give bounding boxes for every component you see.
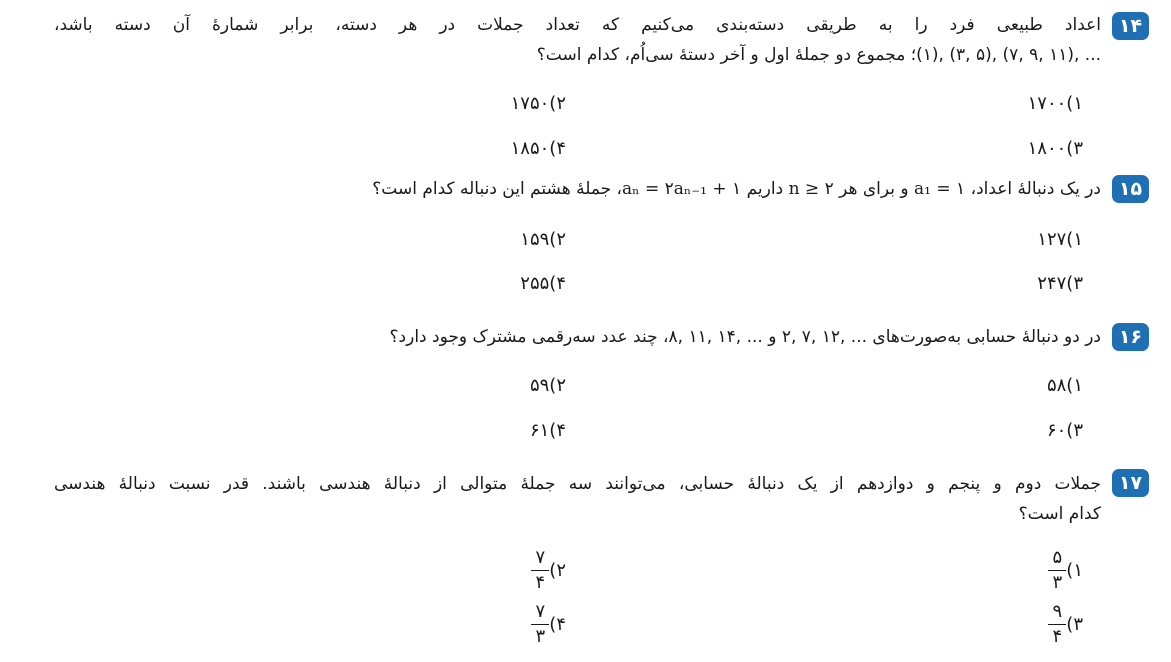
fraction-numerator: ۷ [535,601,546,622]
option-marker: ۱) [1066,560,1083,581]
option-3[interactable] [1025,273,1083,294]
option-marker: ۳) [1066,614,1083,635]
option-2[interactable] [518,375,566,396]
stem-line-2: ... ,(۱۱ ,۹ ,۷) ,(۵ ,۳) ,(۱)؛ مجموع دو جملهٔ اول و آخر دستهٔ سی‌اُم، کدام است؟ [536,45,1101,65]
fraction-numerator: ۷ [535,547,546,568]
option-marker: ۴) [549,420,566,441]
option-marker: ۱) [1066,375,1083,396]
fraction-numerator: ۵ [1052,547,1063,568]
fraction-denominator: ۴ [1052,626,1063,647]
option-value: ۱۷۰۰ [1027,93,1067,114]
option-value: ۶۰ [1046,420,1067,441]
question-number-badge: ۱۶ [1112,323,1149,351]
option-fraction [531,602,549,647]
stem-text: در یک دنبالهٔ اعداد، [970,179,1101,199]
option-value: ۵۸ [1046,375,1067,396]
stem-line-1: جملات دوم و پنجم و دوازدهم از یک دنبالهٔ حسابی، می‌توانند سه جملهٔ متوالی از دنبالهٔ هندسی باشند. قدر نسبت دنبالهٔ هندسی [54,474,1101,494]
question-stem [54,10,1101,70]
option-2[interactable] [519,548,566,593]
fraction-bar [1048,570,1066,571]
option-fraction [1048,602,1066,647]
fraction-bar [531,624,549,625]
option-4[interactable] [518,420,566,441]
question-stem [54,174,1101,204]
question-number-badge: ۱۵ [1112,175,1149,203]
option-marker: ۳) [1066,420,1083,441]
option-1[interactable] [1035,375,1083,396]
question-15 [54,175,1149,205]
question-number-badge: ۱۴ [1112,12,1149,40]
option-marker: ۴) [549,273,566,294]
option-marker: ۱) [1066,229,1083,250]
stem-math: n ≥ ۲ [788,179,834,199]
stem-math: a₁ = ۱ [914,179,966,199]
fraction-denominator: ۴ [535,572,546,593]
option-1[interactable] [1016,93,1083,114]
stem-text: ، جملهٔ هشتم این دنباله کدام است؟ [372,179,623,199]
question-14 [54,12,1149,152]
stem-math: aₙ = ۲aₙ₋₁ + ۱ [622,179,742,199]
stem-line-2: کدام است؟ [1018,504,1101,524]
option-marker: ۲) [549,93,566,114]
option-value: ۱۸۰۰ [1027,138,1067,159]
stem-text: داریم [746,179,784,199]
question-number-badge: ۱۷ [1112,469,1149,497]
question-16 [54,323,1149,353]
fraction-denominator: ۳ [1052,572,1063,593]
stem-line-1: اعداد طبیعی فرد را به طریقی دسته‌بندی می‌کنیم که تعداد جملات در هر دسته، برابر شمارهٔ آن دسته باشد، [54,15,1101,35]
stem-text: و برای هر [839,179,909,199]
fraction-bar [1048,624,1066,625]
option-marker: ۲) [549,229,566,250]
option-value: ۲۴۷ [1037,273,1067,294]
option-3[interactable] [1035,420,1083,441]
option-value: ۱۵۹ [520,229,550,250]
option-4[interactable] [499,138,566,159]
question-stem [54,469,1101,529]
option-1[interactable] [1025,229,1083,250]
option-value: ۱۷۵۰ [510,93,550,114]
option-marker: ۳) [1066,273,1083,294]
option-2[interactable] [508,229,566,250]
option-value: ۱۸۵۰ [510,138,550,159]
option-value: ۶۱ [529,420,550,441]
option-value: ۱۲۷ [1037,229,1067,250]
option-fraction [531,548,549,593]
option-marker: ۲) [549,375,566,396]
fraction-bar [531,570,549,571]
option-marker: ۲) [549,560,566,581]
option-3[interactable] [1016,138,1083,159]
question-stem: در دو دنبالهٔ حسابی به‌صورت‌های ... ,۱۲ ,۷ ,۲ و ... ,۱۴ ,۱۱ ,۸، چند عدد سه‌رقمی مشترک وجود دارد؟ [389,327,1101,347]
option-4[interactable] [519,602,566,647]
option-4[interactable] [508,273,566,294]
option-marker: ۴) [549,138,566,159]
option-marker: ۳) [1066,138,1083,159]
question-17 [54,469,1149,539]
option-3[interactable] [1036,602,1083,647]
option-value: ۲۵۵ [520,273,550,294]
option-1[interactable] [1036,548,1083,593]
option-fraction [1048,548,1066,593]
fraction-denominator: ۳ [535,626,546,647]
option-value: ۵۹ [529,375,550,396]
option-2[interactable] [499,93,566,114]
fraction-numerator: ۹ [1052,601,1063,622]
option-marker: ۴) [549,614,566,635]
option-marker: ۱) [1066,93,1083,114]
